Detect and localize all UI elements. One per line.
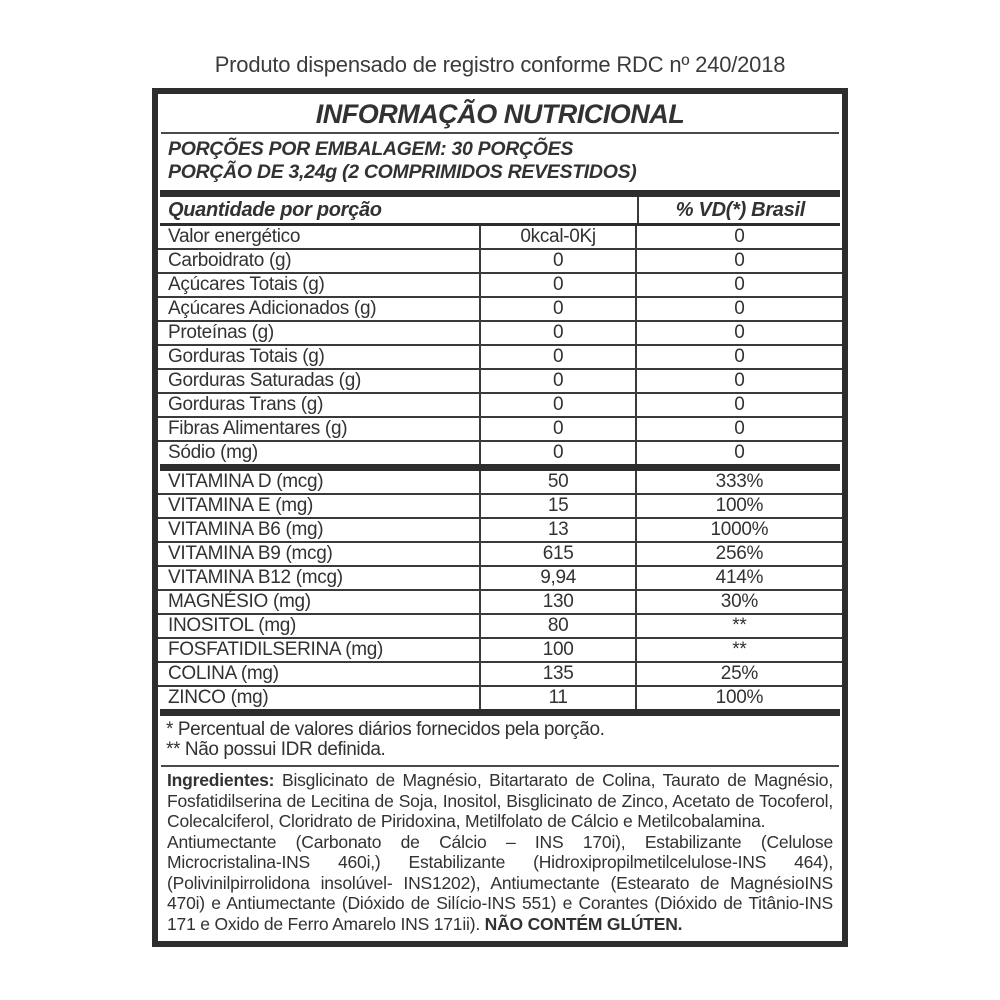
nutrient-amount: 13: [479, 519, 636, 541]
nutrient-name: VITAMINA B9 (mcg): [168, 543, 333, 564]
nutrient-name: COLINA (mg): [168, 663, 279, 684]
nutrient-name: Gorduras Trans (g): [168, 394, 324, 415]
servings-per-package: PORÇÕES POR EMBALAGEM: 30 PORÇÕES: [168, 138, 574, 160]
nutrient-name: Sódio (mg): [168, 442, 258, 463]
nutrient-name: INOSITOL (mg): [168, 615, 297, 636]
nutrient-amount: 100: [479, 639, 636, 661]
nutrient-name: VITAMINA D (mcg): [168, 471, 324, 492]
nutrient-dv: 414%: [715, 567, 764, 588]
section-divider: [160, 190, 840, 197]
nutrient-dv: 256%: [715, 543, 764, 564]
nutrient-name: VITAMINA B12 (mcg): [168, 567, 343, 588]
nutrient-amount: 50: [479, 471, 636, 493]
nutrient-amount: 0: [479, 250, 636, 272]
nutrient-dv: 0: [734, 370, 745, 391]
nutrient-dv: 0: [734, 322, 745, 343]
macro-nutrients-table: [158, 226, 842, 464]
nutrient-dv: 30%: [720, 591, 758, 612]
table-row: [158, 661, 842, 685]
nutrient-name: Açúcares Totais (g): [168, 274, 325, 295]
servings-info: [158, 134, 842, 190]
table-row: [158, 637, 842, 661]
nutrition-label: [152, 88, 848, 947]
table-row: [158, 589, 842, 613]
nutrient-amount: 15: [479, 495, 636, 517]
table-row: [158, 565, 842, 589]
nutrient-dv: 0: [734, 418, 745, 439]
nutrient-name: FOSFATIDILSERINA (mg): [168, 639, 384, 660]
table-row: [158, 320, 842, 344]
ingredients-paragraph-1: [167, 770, 833, 832]
nutrient-dv: 1000%: [710, 519, 769, 540]
table-row: [158, 296, 842, 320]
ingredients-paragraph-2: [167, 832, 833, 935]
nutrient-dv: 100%: [715, 495, 764, 516]
section-divider: [160, 464, 840, 471]
nutrient-dv: **: [732, 615, 747, 636]
nutrient-amount: 0: [479, 418, 636, 440]
ingredients-section: [158, 767, 842, 941]
nutrient-name: MAGNÉSIO (mg): [168, 591, 311, 612]
nutrient-dv: 0: [734, 274, 745, 295]
micro-nutrients-table: [158, 471, 842, 709]
nutrient-amount: 0: [479, 322, 636, 344]
nutrient-amount: 9,94: [479, 567, 636, 589]
nutrient-name: VITAMINA B6 (mg): [168, 519, 324, 540]
table-row: [158, 471, 842, 493]
table-row: [158, 368, 842, 392]
footnote-idr: ** Não possui IDR definida.: [166, 739, 386, 760]
table-row: [158, 541, 842, 565]
ingredients-label: Ingredientes:: [167, 770, 275, 790]
table-header-row: [158, 197, 842, 223]
nutrient-name: Proteínas (g): [168, 322, 274, 343]
table-row: [158, 248, 842, 272]
nutrient-name: ZINCO (mg): [168, 687, 269, 708]
registration-disclaimer: Produto dispensado de registro conforme RDC nº 240/2018: [214, 52, 786, 77]
nutrient-amount: 0kcal-0Kj: [479, 226, 636, 248]
footnote-daily-values: * Percentual de valores diários fornecidos pela porção.: [166, 719, 605, 740]
nutrient-name: Gorduras Totais (g): [168, 346, 325, 367]
nutrient-amount: 0: [479, 298, 636, 320]
nutrient-name: Valor energético: [168, 226, 301, 247]
nutrient-name: VITAMINA E (mg): [168, 495, 314, 516]
nutrient-dv: 333%: [715, 471, 764, 492]
nutrient-amount: 130: [479, 591, 636, 613]
nutrient-name: Gorduras Saturadas (g): [168, 370, 361, 391]
table-row: [158, 493, 842, 517]
nutrient-amount: 0: [479, 442, 636, 464]
serving-size: PORÇÃO DE 3,24g (2 COMPRIMIDOS REVESTIDOS): [168, 161, 637, 183]
section-divider: [160, 709, 840, 716]
nutrient-amount: 0: [479, 394, 636, 416]
nutrient-dv: 0: [734, 250, 745, 271]
table-row: [158, 416, 842, 440]
column-header-dv: % VD(*) Brasil: [637, 197, 842, 223]
table-row: [158, 226, 842, 248]
nutrient-name: Carboidrato (g): [168, 250, 292, 271]
table-row: [158, 392, 842, 416]
table-row: [158, 685, 842, 709]
table-row: [158, 440, 842, 464]
nutrient-amount: 0: [479, 346, 636, 368]
column-header-quantity: Quantidade por porção: [168, 198, 382, 221]
nutrient-dv: **: [732, 639, 747, 660]
nutrient-dv: 25%: [720, 663, 758, 684]
nutrient-amount: 615: [479, 543, 636, 565]
nutrient-dv: 0: [734, 226, 745, 247]
nutrient-dv: 0: [734, 442, 745, 463]
nutrient-name: Fibras Alimentares (g): [168, 418, 348, 439]
additives-list: Antiumectante (Carbonato de Cálcio – INS 170i), Estabilizante (Celulose Microcristalina-INS 460i,) Estabilizante (Hidroxipropilmetilcelulose-INS 464), (Polivinilpirrolidona insolúvel- INS1202), Antiumectante (Estearato de MagnésioINS 470i) e Antiumectante (Dióxido de Silício-INS 551) e Corantes (Dióxido de Titânio-INS 171 e Oxido de Ferro Amarelo INS 171ii).: [167, 831, 833, 934]
label-title: INFORMAÇÃO NUTRICIONAL: [315, 99, 685, 129]
nutrient-dv: 100%: [715, 687, 764, 708]
nutrient-amount: 135: [479, 663, 636, 685]
nutrient-amount: 0: [479, 370, 636, 392]
nutrient-dv: 0: [734, 298, 745, 319]
nutrient-dv: 0: [734, 394, 745, 415]
table-row: [158, 517, 842, 541]
nutrient-amount: 0: [479, 274, 636, 296]
nutrient-amount: 80: [479, 615, 636, 637]
table-row: [158, 344, 842, 368]
table-row: [158, 272, 842, 296]
table-row: [158, 613, 842, 637]
nutrient-dv: 0: [734, 346, 745, 367]
ingredients-list: Bisglicinato de Magnésio, Bitartarato de Colina, Taurato de Magnésio, Fosfatidilserina de Lecitina de Soja, Inositol, Bisglicinato de Zinco, Acetato de Tocoferol, Colecalciferol, Cloridrato de Piridoxina, Metilfolato de Cálcio e Metilcobalamina.: [167, 770, 833, 831]
nutrient-amount: 11: [479, 687, 636, 709]
footnotes: [158, 716, 842, 765]
nutrient-name: Açúcares Adicionados (g): [168, 298, 377, 319]
gluten-free-statement: NÃO CONTÉM GLÚTEN.: [484, 913, 683, 934]
